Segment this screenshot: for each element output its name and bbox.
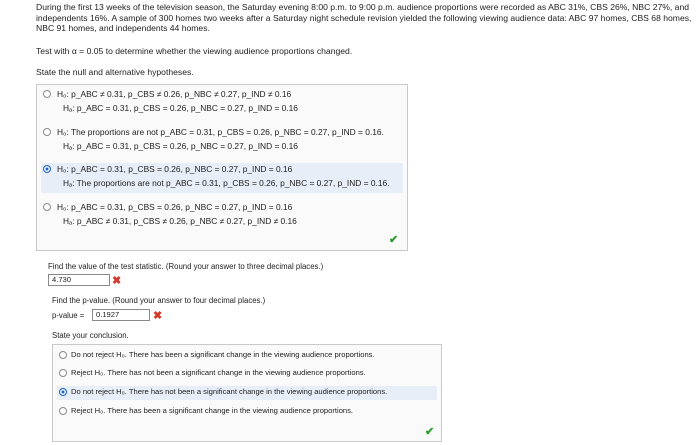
alternative-hypothesis: Hₐ: p_ABC ≠ 0.31, p_CBS ≠ 0.26, p_NBC ≠ 0.27, p_IND ≠ 0.16 (63, 216, 297, 226)
p-value-label: p-value = (52, 311, 85, 320)
conclusion-option-text: Reject H₀. There has not been a significant change in the viewing audience proportions. (71, 368, 366, 377)
hypotheses-panel (36, 84, 408, 251)
alternative-hypothesis: Hₐ: p_ABC = 0.31, p_CBS = 0.26, p_NBC = 0.27, p_IND = 0.16 (63, 141, 298, 151)
test-statistic-input[interactable]: 4.730 (48, 274, 110, 286)
radio-button-selected[interactable] (59, 388, 67, 396)
conclusion-option-4[interactable] (57, 405, 437, 419)
check-icon: ✔ (425, 426, 435, 438)
radio-button[interactable] (43, 203, 51, 211)
conclusion-option-2[interactable] (57, 367, 437, 381)
alternative-hypothesis: Hₐ: p_ABC = 0.31, p_CBS = 0.26, p_NBC = 0.27, p_IND = 0.16 (63, 103, 298, 113)
hypothesis-option-3[interactable] (41, 163, 403, 193)
p-value-input[interactable]: 0.1927 (92, 309, 150, 321)
test-instruction: Test with α = 0.05 to determine whether the viewing audience proportions changed. (36, 46, 353, 56)
conclusion-option-text: Do not reject H₀. There has been a significant change in the viewing audience proportions. (71, 350, 375, 359)
check-icon: ✔ (389, 234, 399, 246)
problem-statement: During the first 13 weeks of the television season, the Saturday evening 8:00 p.m. to 9:00 p.m. audience proportions were recorded as ABC 31%, CBS 26%, NBC 27%, and independents 16%. A sample of 300 homes two weeks after a Saturday night schedule revision yielded the following viewing audience data: ABC 97 homes, CBS 68 homes, NBC 91 homes, and independents 44 homes. (36, 2, 692, 33)
null-hypothesis: H₀: The proportions are not p_ABC = 0.31, p_CBS = 0.26, p_NBC = 0.27, p_IND = 0.16. (57, 127, 384, 137)
conclusion-option-text: Do not reject H₀. There has not been a significant change in the viewing audience proportions. (71, 387, 388, 396)
x-icon: ✖ (112, 275, 122, 287)
p-value-prompt: Find the p-value. (Round your answer to four decimal places.) (52, 296, 266, 305)
radio-button[interactable] (59, 351, 67, 359)
null-hypothesis: H₀: p_ABC ≠ 0.31, p_CBS ≠ 0.26, p_NBC ≠ 0.27, p_IND ≠ 0.16 (57, 89, 292, 99)
conclusion-option-1[interactable] (57, 349, 437, 363)
test-statistic-prompt: Find the value of the test statistic. (Round your answer to three decimal places.) (48, 262, 324, 271)
conclusion-option-3[interactable] (57, 386, 437, 400)
radio-button[interactable] (59, 407, 67, 415)
radio-button[interactable] (43, 128, 51, 136)
hypothesis-option-2[interactable] (41, 126, 403, 156)
radio-button[interactable] (43, 90, 51, 98)
alternative-hypothesis: Hₐ: The proportions are not p_ABC = 0.31, p_CBS = 0.26, p_NBC = 0.27, p_IND = 0.16. (63, 178, 390, 188)
conclusion-option-text: Reject H₀. There has been a significant change in the viewing audience proportions. (71, 406, 354, 415)
null-hypothesis: H₀: p_ABC = 0.31, p_CBS = 0.26, p_NBC = 0.27, p_IND = 0.16 (57, 164, 293, 174)
conclusion-panel (52, 344, 442, 442)
x-icon: ✖ (153, 310, 163, 322)
radio-button-selected[interactable] (43, 165, 51, 173)
state-hypotheses-prompt: State the null and alternative hypotheses. (36, 67, 194, 77)
hypothesis-option-1[interactable] (41, 88, 403, 118)
hypothesis-option-4[interactable] (41, 201, 403, 231)
null-hypothesis: H₀: p_ABC = 0.31, p_CBS = 0.26, p_NBC = 0.27, p_IND = 0.16 (57, 202, 293, 212)
radio-button[interactable] (59, 369, 67, 377)
conclusion-prompt: State your conclusion. (52, 331, 129, 340)
